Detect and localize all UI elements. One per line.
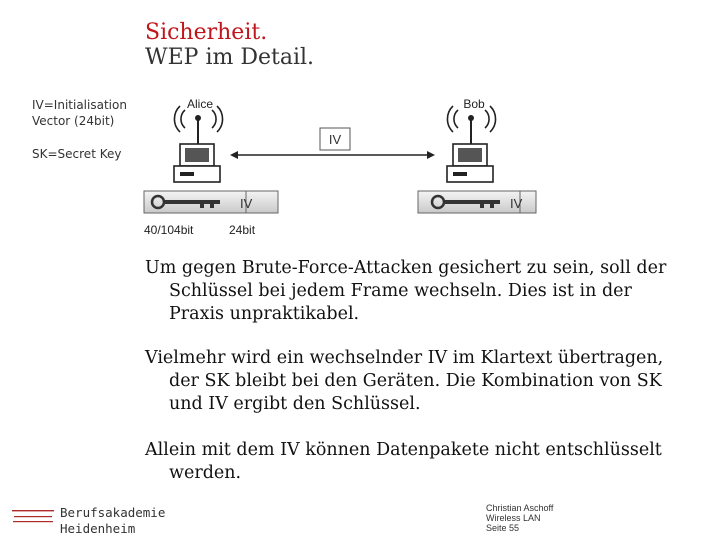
p2-line1: Vielmehr wird ein wechselnder IV im Klartext übertragen, [145, 348, 664, 368]
sk-definition: SK=Secret Key [32, 147, 122, 161]
wep-diagram [140, 92, 540, 242]
alice-key-iv-label: IV [240, 196, 253, 211]
p2-line3: und IV ergibt den Schlüssel. [169, 394, 421, 414]
slide-subtitle: WEP im Detail. [145, 45, 315, 70]
footer-author: Christian Aschoff [486, 503, 554, 513]
ba-logo-graphic [10, 506, 56, 530]
paragraph-1 [145, 257, 705, 326]
p3-line2: werden. [169, 463, 242, 483]
footer-page: Seite 55 [486, 523, 520, 533]
bob-key-iv-label: IV [510, 196, 523, 211]
transfer-arrow [230, 151, 435, 159]
iv-definition [32, 97, 127, 129]
p2-line2: der SK bleibt bei den Geräten. Die Kombination von SK [169, 371, 662, 391]
alice-key [144, 191, 278, 213]
iv-transfer-label: IV [328, 132, 342, 147]
bob-computer-icon [447, 106, 496, 182]
footer-course: Wireless LAN [486, 513, 541, 523]
iv-definition-line1: IV=Initialisation [32, 98, 127, 112]
alice-label: Alice [186, 97, 214, 111]
footer-school [60, 505, 165, 537]
footer-school-line2: Heidenheim [60, 521, 136, 536]
paragraph-2 [145, 347, 705, 416]
p1-line1: Um gegen Brute-Force-Attacken gesichert zu sein, soll der [145, 258, 667, 278]
p1-line2: Schlüssel bei jedem Frame wechseln. Dies ist in der [169, 281, 632, 301]
ba-logo [10, 506, 56, 533]
slide-title: Sicherheit. [145, 20, 268, 45]
alice-computer-icon [174, 106, 223, 182]
bob-label: Bob [463, 97, 485, 111]
footer-info [486, 503, 553, 533]
iv-definition-line2: Vector (24bit) [32, 114, 115, 128]
p1-line3: Praxis unpraktikabel. [169, 304, 360, 324]
paragraph-3 [145, 439, 705, 485]
footer-school-line1: Berufsakademie [60, 505, 166, 520]
iv-length-label: 24bit [229, 223, 256, 237]
key-length-label: 40/104bit [144, 223, 194, 237]
p3-line1: Allein mit dem IV können Datenpakete nicht entschlüsselt [145, 440, 662, 460]
